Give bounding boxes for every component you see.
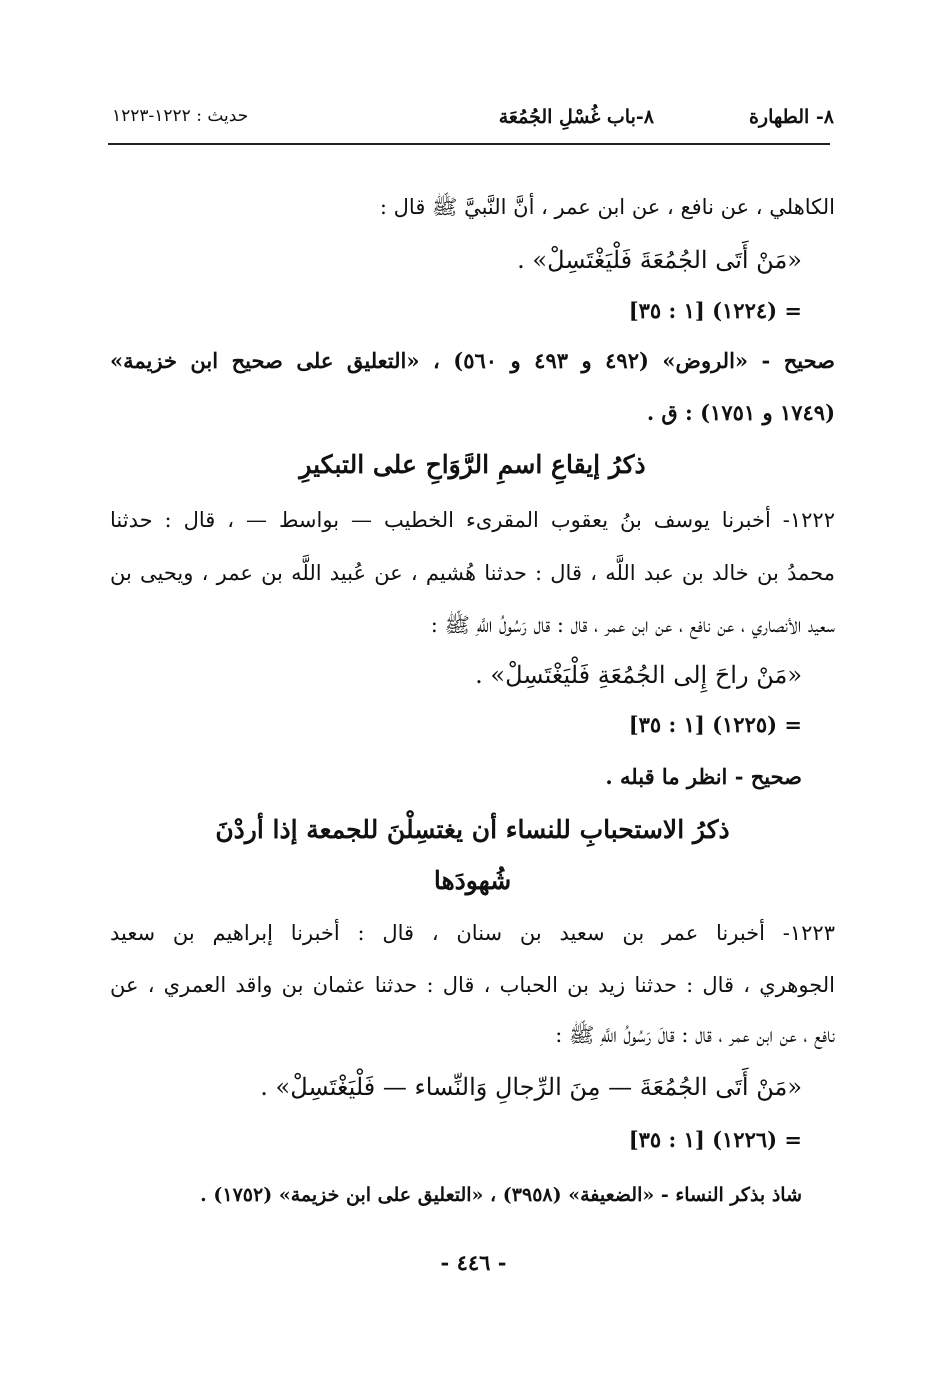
header-book-title: ٨- الطهارة xyxy=(748,106,834,128)
hadith-text: «مَنْ أَتَى الجُمُعَةَ فَلْيَغْتَسِلْ» . xyxy=(517,246,802,274)
text-line: ١٢٢٣- أخبرنا عمر بن سعيد بن سنان ، قال : أخبرنا إبراهيم بن سعيد xyxy=(110,921,835,945)
header-hadith-range: حديث : ١٢٢٢-١٢٢٣ xyxy=(112,106,249,126)
grading-line: (١٧٤٩ و ١٧٥١) : ق . xyxy=(646,400,835,425)
text-line: الكاهلي ، عن نافع ، عن ابن عمر ، أنَّ النَّبيَّ ﷺ قال : xyxy=(379,195,835,219)
grading-line: صحيح - «الروض» (٤٩٢ و ٤٩٣ و ٥٦٠) ، «التعليق على صحيح ابن خزيمة» xyxy=(110,348,836,373)
header-divider xyxy=(108,143,830,145)
hadith-text: «مَنْ أَتَى الجُمُعَةَ — مِنَ الرِّجالِ وَالنِّساء — فَلْيَغْتَسِلْ» . xyxy=(260,1073,802,1101)
reference-line: = (١٢٢٥) [١ : ٣٥] xyxy=(628,712,802,737)
grading-line: صحيح - انظر ما قبله . xyxy=(605,764,802,789)
text-line: الجوهري ، قال : حدثنا زيد بن الحباب ، قال : حدثنا عثمان بن واقد العمري ، عن xyxy=(110,973,835,997)
text-line: محمدُ بن خالد بن عبد اللَّه ، قال : حدثنا هُشيم ، عن عُبيد اللَّه بن عمر ، ويحيى بن xyxy=(110,561,835,585)
text-line: نافع ، عن ابن عمر ، قال : قالَ رَسُولُ اللَّهِ ﷺ : xyxy=(555,1023,835,1047)
section-heading: ذكرُ الاستحبابِ للنساء أن يغتسِلْنَ للجمعة إذا أردْنَ xyxy=(215,815,730,844)
page-header xyxy=(112,100,834,140)
section-heading-continued: شُهودَها xyxy=(433,866,512,895)
reference-line: = (١٢٢٦) [١ : ٣٥] xyxy=(628,1127,802,1152)
text-line: ١٢٢٢- أخبرنا يوسف بنُ يعقوب المقرىء الخطيب — بواسط — ، قال : حدثنا xyxy=(110,508,835,532)
hadith-text: «مَنْ راحَ إِلى الجُمُعَةِ فَلْيَغْتَسِلْ» . xyxy=(475,661,802,689)
text-line: سعيد الأنصاري ، عن نافع ، عن ابن عمر ، قال : قال رَسُولُ اللَّهِ ﷺ : xyxy=(430,613,835,637)
section-heading: ذكرُ إيقاعِ اسمِ الرَّوَاحِ على التبكيرِ xyxy=(299,450,646,479)
page-number: - ٤٤٦ - xyxy=(440,1250,507,1275)
grading-line: شاذ بذكر النساء - «الضعيفة» (٣٩٥٨) ، «التعليق على ابن خزيمة» (١٧٥٢) . xyxy=(200,1184,802,1206)
reference-line: = (١٢٢٤) [١ : ٣٥] xyxy=(628,298,802,323)
header-chapter-title: ٨-باب غُسْلِ الجُمُعَة xyxy=(498,106,654,128)
